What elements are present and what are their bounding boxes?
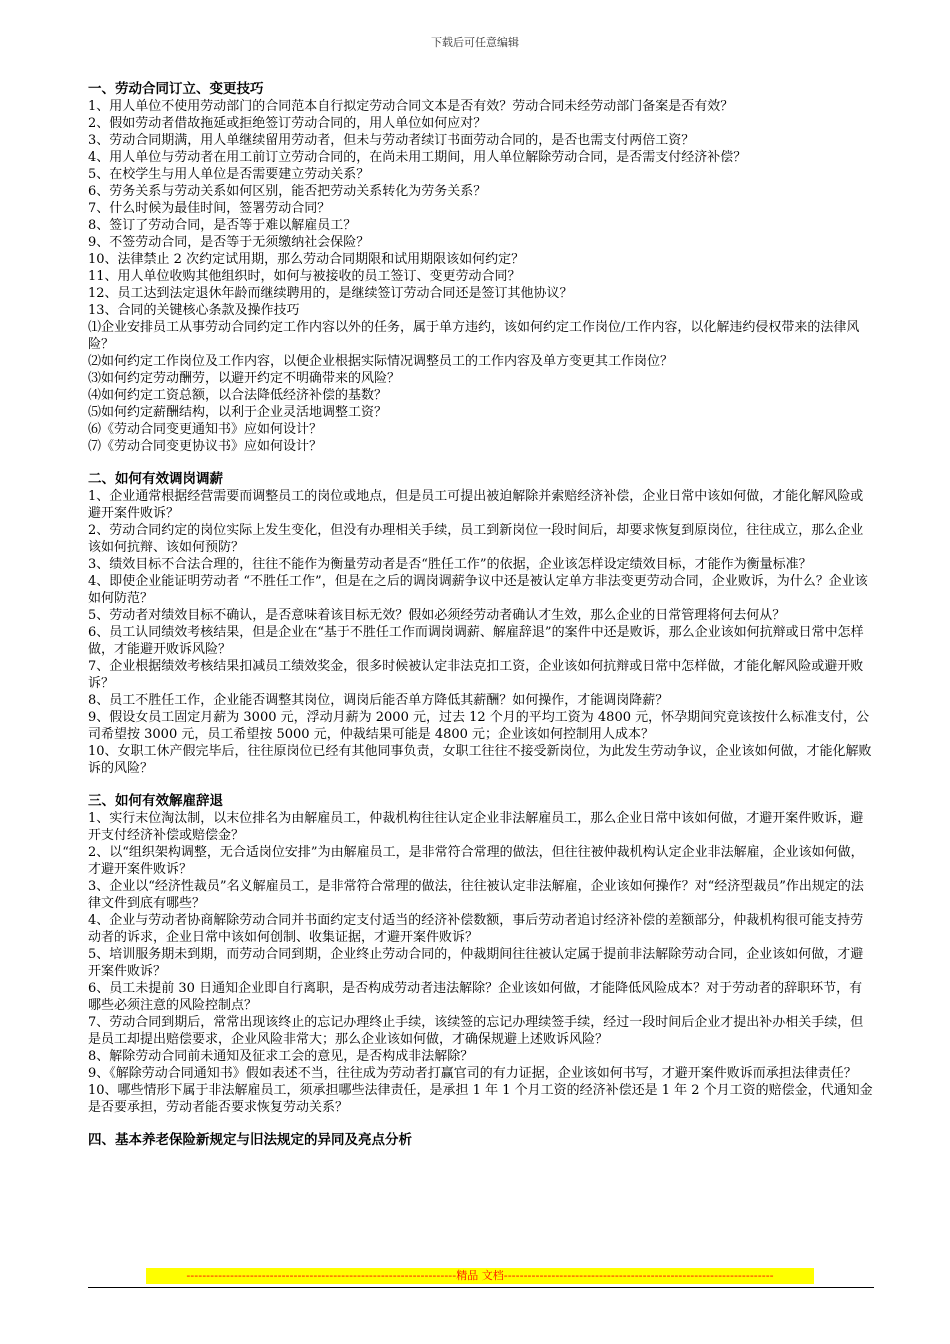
sub-list-item: ⑴企业安排员工从事劳动合同约定工作内容以外的任务，属于单方违约，该如何约定工作岗位/工作内容，以化解违约侵权带来的法律风险？ [88,320,860,352]
list-item: 5、劳动者对绩效目标不确认，是否意味着该目标无效？假如必须经劳动者确认才生效，那么企业的日常管理将何去何从？ [88,608,786,623]
list-item: 9、假设女员工固定月薪为 3000 元，浮动月薪为 2000 元，过去 12 个月的平均工资为 4800 元，怀孕期间究竟该按什么标准支付，公司希望按 3000 元，员工希望按 5000 元，仲裁结果可能是 4800 元；企业该如何控制用人成本？ [88,710,870,742]
section-title: 三、如何有效解雇辞退 [88,793,223,809]
list-item: 4、即使企业能证明劳动者 “不胜任工作”，但是在之后的调岗调薪争议中还是被认定单方非法变更劳动合同，企业败诉，为什么？企业该如何防范？ [88,574,868,606]
list-item: 10、哪些情形下属于非法解雇员工，须承担哪些法律责任，是承担 1 年 1 个月工资的经济补偿还是 1 年 2 个月工资的赔偿金，代通知金是否要承担，劳动者能否要求恢复劳动关系？ [88,1083,873,1115]
section-title: 四、基本养老保险新规定与旧法规定的异同及亮点分析 [88,1132,412,1148]
section-title: 一、劳动合同订立、变更技巧 [88,81,264,97]
list-item: 4、企业与劳动者协商解除劳动合同并书面约定支付适当的经济补偿数额，事后劳动者追讨经济补偿的差额部分，仲裁机构很可能支持劳动者的诉求，企业日常中该如何创制、收集证据，才避开案件败诉？ [88,913,864,945]
list-item: 2、以“组织架构调整，无合适岗位安排”为由解雇员工，是非常符合常理的做法，但往往被仲裁机构认定企业非法解雇，企业该如何做，才避开案件败诉？ [88,845,864,877]
sub-list-item: ⑶如何约定劳动酬劳，以避开约定不明确带来的风险？ [88,371,401,386]
list-item: 2、假如劳动者借故拖延或拒绝签订劳动合同的，用人单位如何应对？ [88,116,487,131]
sub-list-item: ⑵如何约定工作岗位及工作内容，以便企业根据实际情况调整员工的工作内容及单方变更其工作岗位？ [88,354,674,369]
list-item: 7、什么时候为最佳时间，签署劳动合同？ [88,201,331,216]
list-item: 4、用人单位与劳动者在用工前订立劳动合同的，在尚未用工期间，用人单位解除劳动合同，是否需支付经济补偿？ [88,150,747,165]
footer-divider [88,1287,874,1288]
footer-banner: --------------------------------------------------------------------精品 文档-------------------------------------------------------------------- [146,1268,814,1284]
list-item: 10、女职工休产假完毕后，往往原岗位已经有其他同事负责，女职工往往不接受新岗位，为此发生劳动争议，企业该如何做，才能化解败诉的风险？ [88,744,872,776]
list-item: 11、用人单位收购其他组织时，如何与被接收的员工签订、变更劳动合同？ [88,269,521,284]
list-item: 3、企业以“经济性裁员”名义解雇员工，是非常符合常理的做法，往往被认定非法解雇，企业该如何操作？对“经济型裁员”作出规定的法律文件到底有哪些？ [88,879,864,911]
list-item: 1、实行末位淘汰制，以末位排名为由解雇员工，仲裁机构往往认定企业非法解雇员工，那么企业日常中该如何做，才避开案件败诉，避开支付经济补偿或赔偿金？ [88,811,864,843]
list-item: 3、劳动合同期满，用人单继续留用劳动者，但未与劳动者续订书面劳动合同的，是否也需支付两倍工资？ [88,133,695,148]
section-pension-insurance [88,1131,874,1149]
list-item: 1、用人单位不使用劳动部门的合同范本自行拟定劳动合同文本是否有效？劳动合同未经劳动部门备案是否有效？ [88,99,734,114]
list-item: 13、合同的关键核心条款及操作技巧 [88,303,300,318]
page-header-note: 下载后可任意编辑 [431,36,519,49]
list-item: 10、法律禁止 2 次约定试用期，那么劳动合同期限和试用期限该如何约定？ [88,252,525,267]
section-title: 二、如何有效调岗调薪 [88,471,223,487]
document-body [88,80,874,1164]
sub-list-item: ⑷如何约定工资总额，以合法降低经济补偿的基数？ [88,388,388,403]
list-item: 7、企业根据绩效考核结果扣减员工绩效奖金，很多时候被认定非法克扣工资，企业该如何抗辩或日常中怎样做，才能化解风险或避开败诉？ [88,659,864,691]
section-job-salary-adjustment [88,470,874,777]
list-item: 6、劳务关系与劳动关系如何区别，能否把劳动关系转化为劳务关系？ [88,184,487,199]
list-item: 2、劳动合同约定的岗位实际上发生变化，但没有办理相关手续，员工到新岗位一段时间后，却要求恢复到原岗位，往往成立，那么企业该如何抗辩、该如何预防？ [88,523,864,555]
list-item: 8、签订了劳动合同，是否等于难以解雇员工？ [88,218,357,233]
list-item: 8、员工不胜任工作，企业能否调整其岗位，调岗后能否单方降低其薪酬？如何操作，才能调岗降薪？ [88,693,669,708]
list-item: 6、员工未提前 30 日通知企业即自行离职，是否构成劳动者违法解除？企业该如何做，才能降低风险成本？对于劳动者的辞职环节，有哪些必须注意的风险控制点？ [88,981,863,1013]
list-item: 9、不签劳动合同，是否等于无须缴纳社会保险？ [88,235,370,250]
sub-list-item: ⑹《劳动合同变更通知书》应如何设计？ [88,422,323,437]
list-item: 1、企业通常根据经营需要而调整员工的岗位或地点，但是员工可提出被迫解除并索赔经济补偿，企业日常中该如何做，才能化解风险或避开案件败诉？ [88,489,864,521]
list-item: 8、解除劳动合同前未通知及征求工会的意见，是否构成非法解除？ [88,1049,474,1064]
list-item: 3、绩效目标不合法合理的，往往不能作为衡量劳动者是否“胜任工作”的依据，企业该怎样设定绩效目标，才能作为衡量标准？ [88,557,812,572]
list-item: 5、培训服务期未到期，而劳动合同到期，企业终止劳动合同的，仲裁期间往往被认定属于提前非法解除劳动合同，企业该如何做，才避开案件败诉？ [88,947,864,979]
section-contract-signing [88,80,874,455]
sub-list-item: ⑸如何约定薪酬结构，以利于企业灵活地调整工资？ [88,405,388,420]
list-item: 5、在校学生与用人单位是否需要建立劳动关系？ [88,167,370,182]
section-dismissal [88,792,874,1116]
sub-list-item: ⑺《劳动合同变更协议书》应如何设计？ [88,439,323,454]
list-item: 7、劳动合同到期后，常常出现该终止的忘记办理终止手续，该续签的忘记办理续签手续，经过一段时间后企业才提出补办相关手续，但是员工却提出赔偿要求，企业风险非常大；那么企业该如何做，才确保规避上述败诉风险？ [88,1015,864,1047]
list-item: 6、员工认同绩效考核结果，但是企业在“基于不胜任工作而调岗调薪、解雇辞退”的案件中还是败诉，那么企业该如何抗辩或日常中怎样做，才能避开败诉风险？ [88,625,864,657]
list-item: 9、《解除劳动合同通知书》假如表述不当，往往成为劳动者打赢官司的有力证据，企业该如何书写，才避开案件败诉而承担法律责任？ [88,1066,857,1081]
list-item: 12、员工达到法定退休年龄而继续聘用的，是继续签订劳动合同还是签订其他协议？ [88,286,573,301]
